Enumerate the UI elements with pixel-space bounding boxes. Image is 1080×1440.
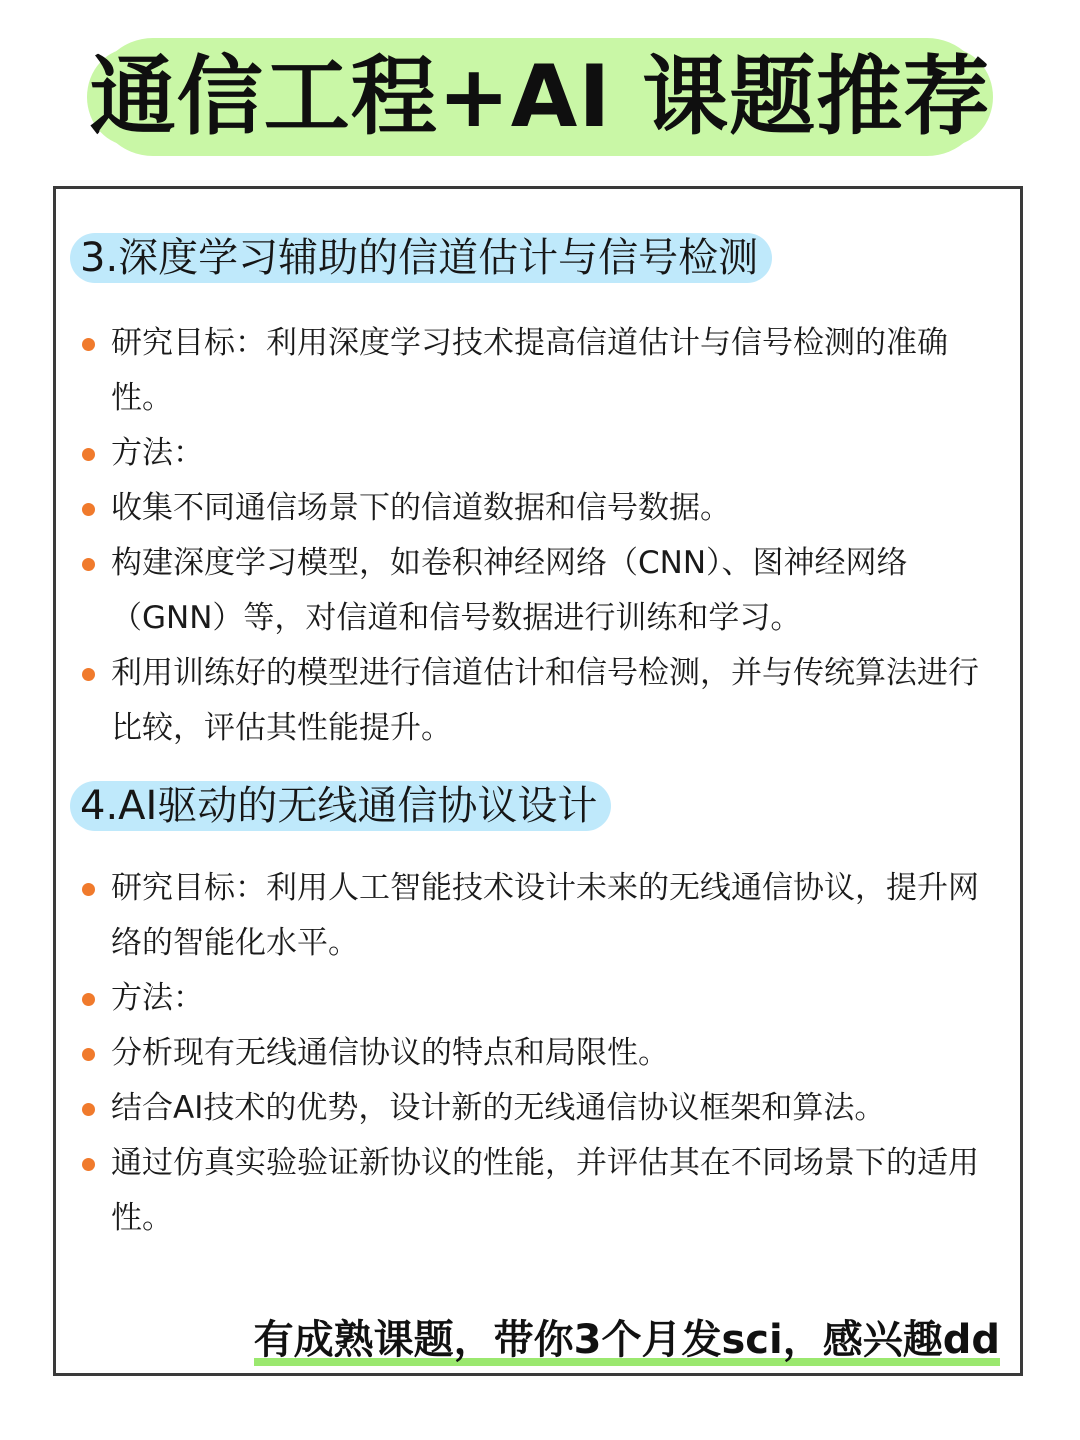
list-item <box>78 1136 998 1246</box>
section-3-list <box>78 316 998 756</box>
list-item-text: 收集不同通信场景下的信道数据和信号数据。 <box>111 490 731 526</box>
section-heading-text: 4.AI驱动的无线通信协议设计 <box>80 783 598 829</box>
bullet-icon <box>82 883 95 896</box>
section-heading-3 <box>70 227 772 289</box>
bullet-icon <box>82 558 95 571</box>
bullet-icon <box>82 1048 95 1061</box>
list-item <box>78 316 998 426</box>
list-item <box>78 1026 998 1081</box>
page-title: 通信工程+AI 课题推荐 <box>89 47 991 147</box>
list-item <box>78 536 998 646</box>
section-4-list <box>78 861 998 1246</box>
list-item-text: 结合AI技术的优势，设计新的无线通信协议框架和算法。 <box>111 1090 886 1126</box>
section-heading-text: 3.深度学习辅助的信道估计与信号检测 <box>80 235 759 281</box>
list-item <box>78 426 998 481</box>
list-item-text: 研究目标：利用人工智能技术设计未来的无线通信协议，提升网络的智能化水平。 <box>111 870 979 961</box>
section-heading-4 <box>70 775 611 837</box>
list-item <box>78 646 998 756</box>
list-item-text: 构建深度学习模型，如卷积神经网络（CNN）、图神经网络（GNN）等，对信道和信号数据进行训练和学习。 <box>111 545 908 636</box>
list-item-text: 利用训练好的模型进行信道估计和信号检测，并与传统算法进行比较，评估其性能提升。 <box>111 655 979 746</box>
list-item-text: 研究目标：利用深度学习技术提高信道估计与信号检测的准确性。 <box>111 325 948 416</box>
list-item <box>78 481 998 536</box>
content-card <box>53 186 1023 1376</box>
footer-call-to-action <box>254 1312 1000 1368</box>
bullet-icon <box>82 1158 95 1171</box>
bullet-icon <box>82 503 95 516</box>
bullet-icon <box>82 668 95 681</box>
bullet-icon <box>82 338 95 351</box>
list-item-text: 通过仿真实验验证新协议的性能，并评估其在不同场景下的适用性。 <box>111 1145 979 1236</box>
list-item-text: 方法： <box>111 435 204 471</box>
footer-text: 有成熟课题，带你3个月发sci，感兴趣dd <box>253 1317 1000 1363</box>
bullet-icon <box>82 448 95 461</box>
bullet-icon <box>82 1103 95 1116</box>
list-item <box>78 1081 998 1136</box>
title-banner <box>0 0 1080 175</box>
bullet-icon <box>82 993 95 1006</box>
list-item <box>78 971 998 1026</box>
list-item <box>78 861 998 971</box>
list-item-text: 方法： <box>111 980 204 1016</box>
list-item-text: 分析现有无线通信协议的特点和局限性。 <box>111 1035 669 1071</box>
